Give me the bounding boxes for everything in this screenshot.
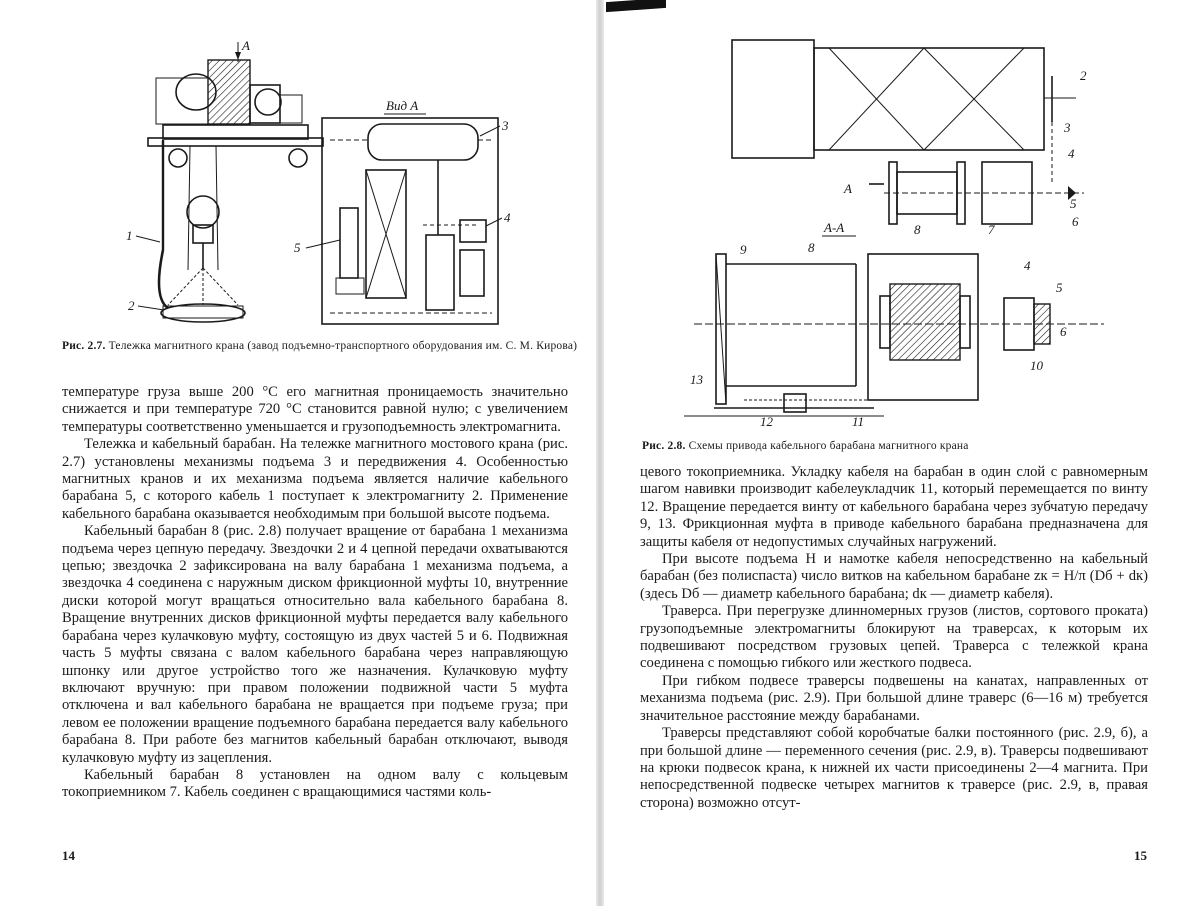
paragraph: цевого токоприемника. Укладку кабеля на барабан в один слой с равномерным шагом навивки производит кабелеукладчик 11, который перемещается по винту 12. Вращение передается винту от кабельного барабана через зубчатую передачу 9, 13. Фрикционная муфта в приводе кабельного барабана предназначена для защиты кабеля от недопустимых случайных нагружений. — [640, 464, 1148, 550]
callout-12: 12 — [760, 414, 773, 429]
callout-10: 10 — [1030, 358, 1043, 373]
caption-label: Рис. 2.8. — [642, 440, 686, 452]
figure-2-7-drawing — [108, 30, 511, 340]
callout-5: 5 — [1070, 196, 1077, 211]
paragraph: Кабельный барабан 8 установлен на одном валу с кольцевым токоприемником 7. Кабель соединен с вращающимися частями коль- — [62, 766, 568, 801]
left-page — [0, 0, 596, 906]
callout-8: 8 — [914, 222, 921, 237]
caption-label: Рис. 2.7. — [62, 340, 106, 352]
callout-8b: 8 — [808, 240, 815, 255]
callout-5b: 5 — [1056, 280, 1063, 295]
callout-3: 3 — [1064, 120, 1071, 135]
callout-3: 3 — [502, 118, 509, 133]
callout-1: 1 — [126, 228, 133, 243]
callout-4b: 4 — [1024, 258, 1031, 273]
callout-7: 7 — [988, 222, 995, 237]
callout-9: 9 — [740, 242, 747, 257]
paragraph: Тележка и кабельный барабан. На тележке магнитного мостового крана (рис. 2.7) установлены механизмы подъема 3 и передвижения 4. Особенностью магнитных кранов и их механизма подъема является наличие кабельного барабана 5, с которого кабель 1 поступает к электромагниту 2. Применение кабельного барабана оказывается необходимым при большой высоте подъема. — [62, 436, 568, 522]
callout-4: 4 — [1068, 146, 1075, 161]
arrow-label-a: A — [844, 181, 852, 196]
callout-6: 6 — [1072, 214, 1079, 229]
caption-text: Схемы привода кабельного барабана магнитного крана — [688, 440, 969, 452]
callout-5: 5 — [294, 240, 301, 255]
right-page — [604, 0, 1200, 906]
figure-2-7 — [108, 30, 511, 340]
paragraph: При высоте подъема H и намотке кабеля непосредственно на кабельный барабан (без полиспаста) число витков на кабельном барабане zк = H/π (Dб + dк) (здесь Dб — диаметр кабельного барабана; dк — диаметр кабеля). — [640, 551, 1148, 602]
figure-2-7-caption — [62, 340, 582, 353]
callout-2: 2 — [1080, 68, 1087, 83]
caption-text: Тележка магнитного крана (завод подъемно-транспортного оборудования им. С. М. Кирова) — [108, 340, 578, 352]
paragraph: Кабельный барабан 8 (рис. 2.8) получает вращение от барабана 1 механизма подъема через цепную передачу. Звездочки 2 и 4 цепной передачи охватываются цепью; звездочка 2 зафиксирована на валу барабана 1 механизма подъема, а звездочка 4 соединена с наружным диском фрикционной муфты 10, внутренние диски которой могут вращаться относительно вала кабельного барабана 8. Вращение внутренних дисков фрикционной муфты передается валу кабельного барабана через кулачковую муфту, состоящую из двух частей 5 и 6. Подвижная часть 5 муфты связана с валом кабельного барабана через направляющую шпонку или другое устройство того же назначения. Кулачковую муфту включают вручную: при правом положении подвижной части 5 муфта отключена и вал кабельного барабана не вращается при подъеме груза; при левом ее положении вращение подъемного барабана передается валу кабельного барабана 8. При работе без магнитов кабельный барабан отключают, выводя кулачковую муфту из зацепления. — [62, 523, 568, 766]
book-gutter — [596, 0, 604, 906]
callout-13: 13 — [690, 372, 703, 387]
paragraph: Траверсы представляют собой коробчатые балки постоянного (рис. 2.9, б), а при большой длине — переменного сечения (рис. 2.9, в). Траверсы подвешивают на крюки подвесок крана, к нижней их части присоединены 2—4 магнита. При непосредственной подвеске четырех магнитов к траверсе (рис. 2.9, в, правая сторона) возможно отсут- — [640, 725, 1148, 811]
callout-6b: 6 — [1060, 324, 1067, 339]
callout-11: 11 — [852, 414, 865, 429]
page-number: 14 — [62, 848, 75, 863]
paragraph: При гибком подвесе траверсы подвешены на канатах, направленных от механизма подъема (рис. 2.9). При большой длине траверс (6—16 м) требуется значительное расстояние между барабанами. — [640, 672, 1148, 724]
paragraph: Траверса. При перегрузке длинномерных грузов (листов, сортового проката) грузоподъемные электромагниты блокируют на траверсах, к которым их подвешивают посредством грузовых цепей. Траверса с тележкой крана соединена с помощью гибкого или жесткого подвеса. — [640, 603, 1148, 672]
figure-2-8-drawing — [684, 36, 1164, 431]
callout-2: 2 — [128, 298, 135, 313]
paragraph: температуре груза выше 200 °С его магнитная проницаемость значительно снижается и при температуре 720 °С становится равной нулю; с увеличением температуры соответственно уменьшается и грузоподъемность электромагнита. — [62, 384, 568, 435]
section-label: А-А — [824, 220, 845, 235]
right-body-text — [640, 464, 1148, 812]
page-number: 15 — [1134, 848, 1147, 863]
arrow-label-a: A — [242, 38, 250, 53]
callout-4: 4 — [504, 210, 511, 225]
view-a-label: Вид А — [386, 98, 419, 113]
figure-2-8 — [684, 36, 1164, 431]
left-body-text — [62, 384, 568, 802]
figure-2-8-caption — [642, 440, 1162, 453]
